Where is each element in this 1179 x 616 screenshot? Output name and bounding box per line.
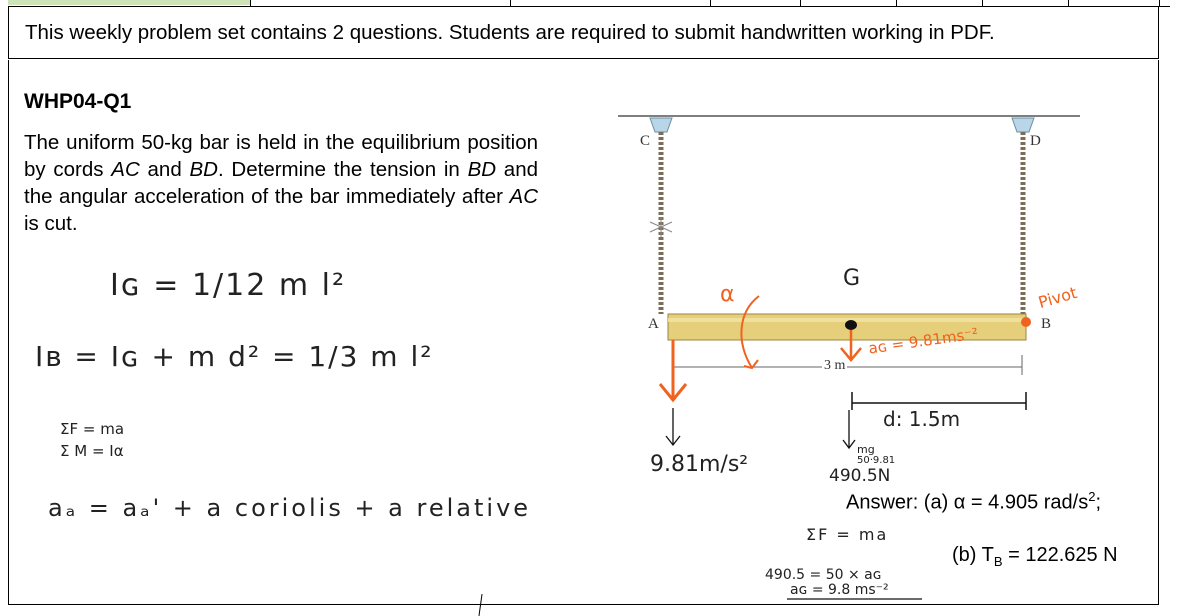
pivot-dot	[1021, 317, 1031, 327]
answer-b: (b) $T_B = 122.625$ N	[952, 544, 1118, 569]
mg-label: mg	[857, 443, 875, 456]
sum-force-equation: ΣF = ma	[60, 420, 125, 438]
accel-arrow-a	[660, 340, 686, 400]
sum-force-working: ΣF = ma	[806, 525, 889, 544]
label-b: B	[1041, 316, 1052, 332]
calc-line-2: aɢ = 9.8 ms⁻²	[790, 582, 889, 598]
mg-calc: 50·9.81	[857, 455, 896, 466]
pivot-label: Pivot	[1036, 282, 1080, 313]
problem-set-intro: This weekly problem set contains 2 questions. Students are required to submit handwritten working in PDF.	[8, 7, 1159, 59]
d-label: d: 1.5m	[883, 407, 961, 431]
moment-of-inertia-b: Iʙ = Iɢ + m d² = 1/3 m l²	[35, 340, 434, 373]
label-c: C	[640, 133, 651, 149]
g-value: 9.81m/s²	[650, 452, 749, 477]
question-text: The uniform 50-kg bar is held in the equilibrium position by cords AC and BD. Determine the tension in BD and the angular acceleration of the bar immediately after AC is cut.	[24, 131, 539, 235]
cut-mark	[650, 217, 672, 237]
bracket-d	[1012, 118, 1034, 132]
question-title: WHP04-Q1	[24, 90, 132, 113]
moment-of-inertia-g: Iɢ = 1/12 m l²	[110, 268, 346, 303]
sum-moment-equation: Σ M = Iα	[60, 442, 124, 460]
weight-value: 490.5N	[829, 466, 891, 486]
g-arrow	[666, 408, 680, 445]
calc-line-1: 490.5 = 50 × aɢ	[765, 567, 882, 583]
mg-arrow	[843, 410, 855, 448]
relative-acceleration-equation: aₐ = aₐ' + a coriolis + a relative	[48, 494, 532, 522]
label-d: D	[1030, 133, 1041, 149]
label-alpha: α	[720, 282, 735, 307]
bracket-c	[650, 118, 672, 132]
label-a: A	[648, 316, 659, 332]
ag-label: aɢ = 9.81ms⁻²	[867, 324, 980, 358]
label-length: 3 m	[824, 358, 846, 373]
centre-of-mass	[845, 320, 857, 330]
label-g: G	[843, 266, 861, 291]
answer-a: Answer: (a) α = 4.905 rad/$s^2$;	[846, 489, 1102, 514]
